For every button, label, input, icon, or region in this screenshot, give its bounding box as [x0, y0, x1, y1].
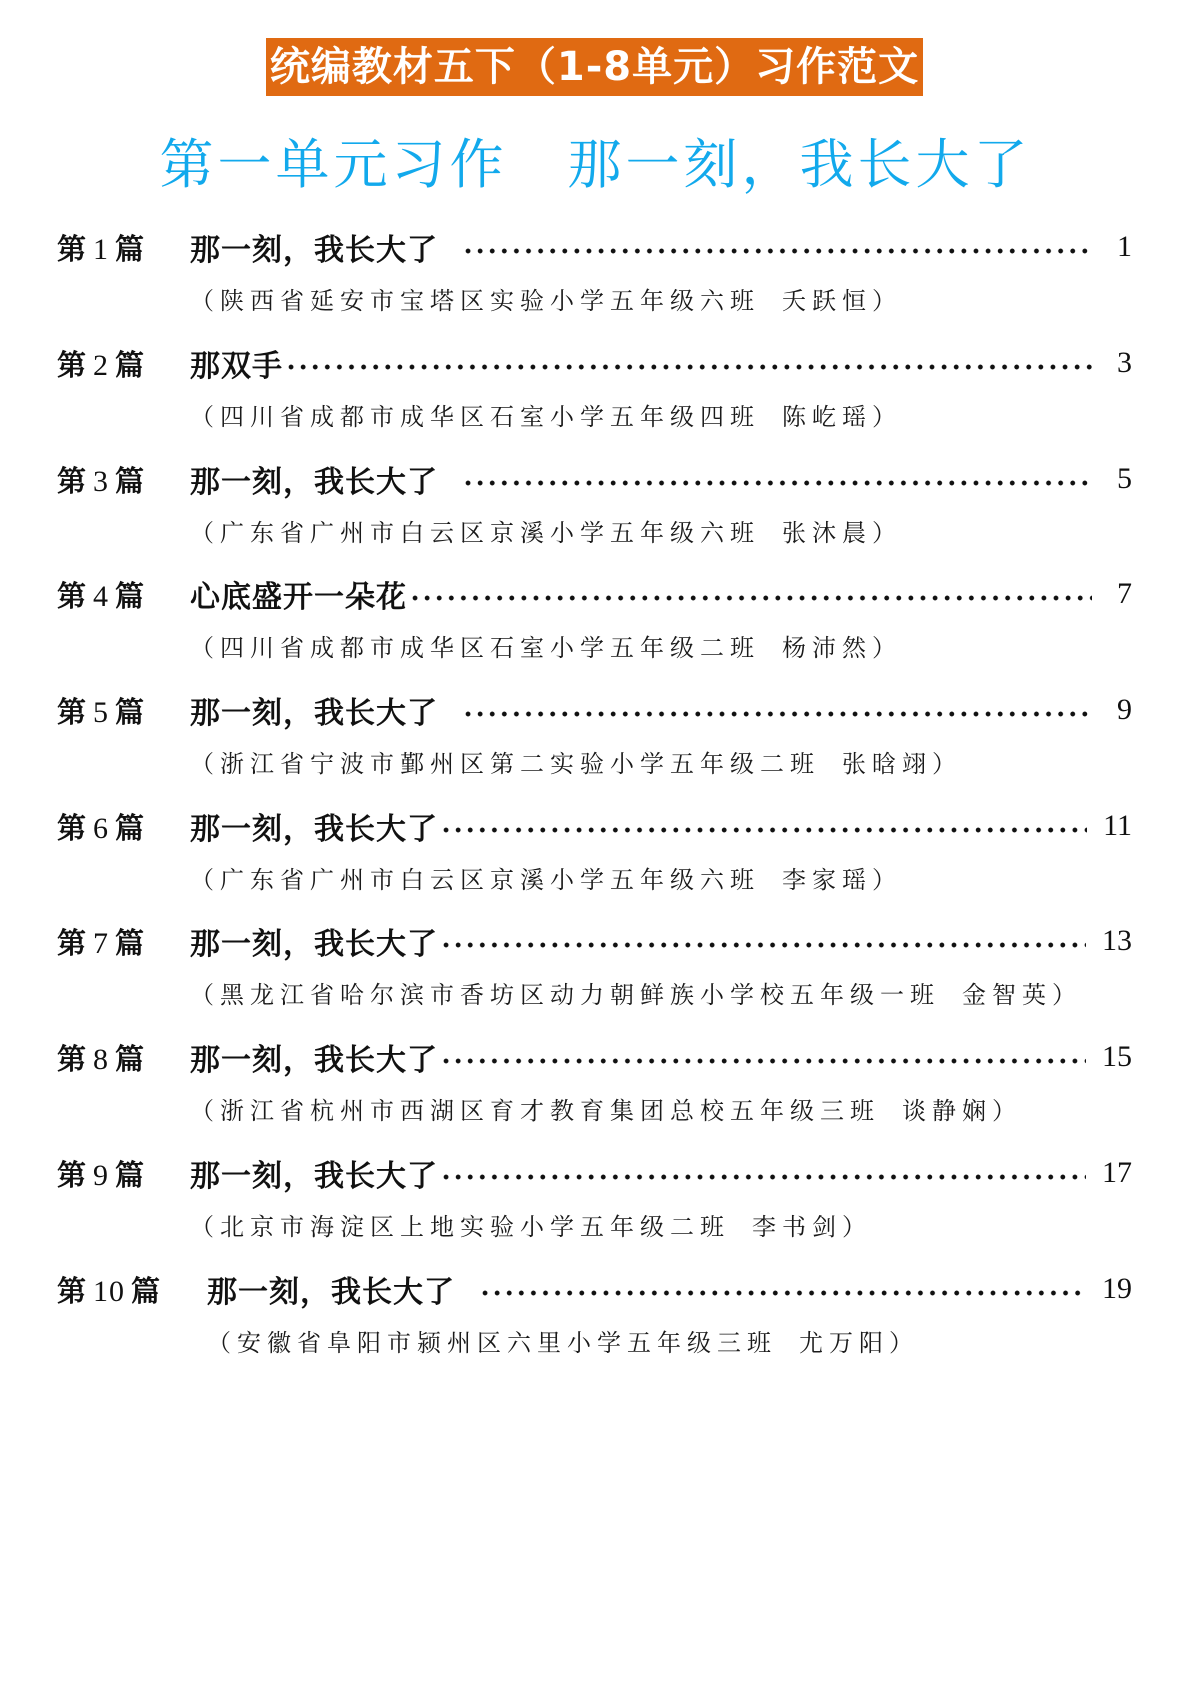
entry-title: 那一刻，我长大了 [190, 927, 438, 962]
page-number: 1 [1117, 230, 1132, 263]
author-name: 陈屹瑶） [782, 403, 902, 431]
unit-label: 第一单元习作 [159, 133, 508, 196]
toc-entry[interactable] [57, 341, 1132, 431]
entry-number-label: 第 8 篇 [57, 1041, 146, 1076]
entry-author [190, 628, 902, 663]
entry-title: 心底盛开一朵花 [190, 580, 407, 615]
entry-number-label: 第 9 篇 [57, 1157, 146, 1192]
page-number: 15 [1102, 1040, 1132, 1073]
entry-author [190, 860, 902, 895]
toc-entry-line [57, 1035, 1132, 1079]
author-school: （黑龙江省哈尔滨市香坊区动力朝鲜族小学校五年级一班 [190, 981, 940, 1009]
author-name: 金智英） [962, 981, 1082, 1009]
author-school: （浙江省杭州市西湖区育才教育集团总校五年级三班 [190, 1097, 880, 1125]
entry-author [190, 1091, 1022, 1126]
dot-leader [479, 1290, 1086, 1296]
toc-entry-line [57, 804, 1132, 848]
page-number: 19 [1102, 1272, 1132, 1305]
author-school: （广东省广州市白云区京溪小学五年级六班 [190, 519, 760, 547]
dot-leader [285, 364, 1092, 370]
toc-entry-line [57, 225, 1132, 269]
unit-topic: 那一刻，我长大了 [567, 133, 1032, 196]
author-name: 李书剑） [752, 1213, 872, 1241]
document-banner-title: 统编教材五下（1-8单元）习作范文 [266, 38, 923, 96]
entry-title: 那双手 [190, 349, 283, 384]
entry-title: 那一刻，我长大了 [190, 465, 438, 500]
author-name: 李家瑶） [782, 866, 902, 894]
author-school: （陕西省延安市宝塔区实验小学五年级六班 [190, 287, 760, 315]
entry-title: 那一刻，我长大了 [190, 1159, 438, 1194]
toc-entry-line [57, 341, 1132, 385]
author-name: 夭跃恒） [782, 287, 902, 315]
toc-entry[interactable] [57, 804, 1132, 894]
toc-entry-line [57, 457, 1132, 501]
author-name: 张沐晨） [782, 519, 902, 547]
page-number: 17 [1102, 1156, 1132, 1189]
author-school: （广东省广州市白云区京溪小学五年级六班 [190, 866, 760, 894]
dot-leader [409, 595, 1092, 601]
page-number: 3 [1117, 346, 1132, 379]
header-banner-wrap [0, 38, 1191, 96]
dot-leader [440, 827, 1087, 833]
unit-heading [0, 130, 1191, 200]
entry-number-label: 第 10 篇 [57, 1273, 162, 1308]
author-school: （浙江省宁波市鄞州区第二实验小学五年级二班 [190, 750, 820, 778]
toc-entry[interactable] [57, 1035, 1132, 1125]
toc-entry[interactable] [57, 572, 1132, 662]
entry-number-label: 第 6 篇 [57, 810, 146, 845]
toc-entry[interactable] [57, 457, 1132, 547]
entry-number-label: 第 1 篇 [57, 231, 146, 266]
author-name: 张晗翊） [842, 750, 962, 778]
entry-number-label: 第 2 篇 [57, 347, 146, 382]
author-school: （北京市海淀区上地实验小学五年级二班 [190, 1213, 730, 1241]
entry-title: 那一刻，我长大了 [190, 1043, 438, 1078]
page-number: 11 [1103, 809, 1132, 842]
toc-entry[interactable] [57, 225, 1132, 315]
page-number: 5 [1117, 462, 1132, 495]
author-name: 谈静娴） [902, 1097, 1022, 1125]
page-number: 7 [1117, 577, 1132, 610]
toc-entry-line [57, 919, 1132, 963]
toc-entry[interactable] [57, 919, 1132, 1009]
entry-title: 那一刻，我长大了 [190, 233, 438, 268]
dot-leader [462, 711, 1092, 717]
entry-author [190, 975, 1082, 1010]
page-number: 13 [1102, 924, 1132, 957]
toc-entry-line [57, 572, 1132, 616]
page-number: 9 [1117, 693, 1132, 726]
dot-leader [440, 942, 1086, 948]
dot-leader [462, 480, 1092, 486]
entry-author [190, 744, 962, 779]
author-name: 尤万阳） [799, 1329, 919, 1357]
toc-entry-line [57, 688, 1132, 732]
entry-author [207, 1323, 919, 1358]
entry-author [190, 1207, 872, 1242]
entry-number-label: 第 3 篇 [57, 463, 146, 498]
entry-title: 那一刻，我长大了 [207, 1275, 455, 1310]
author-name: 杨沛然） [782, 634, 902, 662]
author-school: （四川省成都市成华区石室小学五年级四班 [190, 403, 760, 431]
dot-leader [440, 1058, 1086, 1064]
author-school: （安徽省阜阳市颍州区六里小学五年级三班 [207, 1329, 777, 1357]
entry-title: 那一刻，我长大了 [190, 812, 438, 847]
toc-entry[interactable] [57, 688, 1132, 778]
dot-leader [462, 248, 1092, 254]
entry-author [190, 397, 902, 432]
toc-entry[interactable] [57, 1151, 1132, 1241]
author-school: （四川省成都市成华区石室小学五年级二班 [190, 634, 760, 662]
entry-author [190, 281, 902, 316]
entry-number-label: 第 5 篇 [57, 694, 146, 729]
dot-leader [440, 1174, 1086, 1180]
toc-entry-line [57, 1267, 1132, 1311]
toc-entry[interactable] [57, 1267, 1132, 1357]
entry-number-label: 第 4 篇 [57, 578, 146, 613]
entry-number-label: 第 7 篇 [57, 925, 146, 960]
entry-author [190, 513, 902, 548]
toc-entry-line [57, 1151, 1132, 1195]
entry-title: 那一刻，我长大了 [190, 696, 438, 731]
